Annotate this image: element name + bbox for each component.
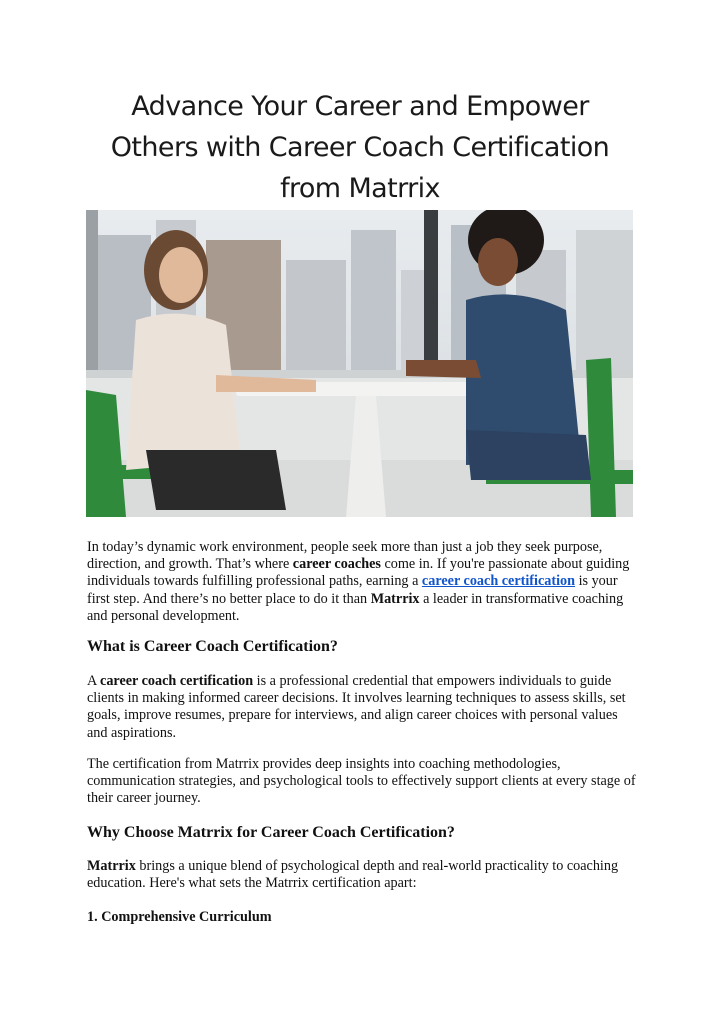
section-heading-what-is: What is Career Coach Certification? (87, 638, 338, 655)
intro-text-4: a leader in transformative coaching and personal development. (87, 590, 624, 624)
section1-text-2: is a professional credential that empowers individuals to guide clients in making informed career decisions. It involves learning techniques to assess skills, set goals, improve resumes, prepare for interviews, and align career choices with personal values and aspirations. (87, 673, 626, 741)
career-coach-certification-link[interactable]: career coach certification (421, 573, 576, 590)
intro-text-1: In today’s dynamic work environment, people seek more than just a job they seek purpose, direction, and growth. That’s where (87, 539, 603, 573)
section2-paragraph-1 (87, 858, 637, 892)
intro-bold-career-coaches: career coaches (292, 556, 381, 573)
section1-paragraph-1 (87, 673, 637, 742)
page-title: Advance Your Career and Empower Others with Career Coach Certification from Matrrix (110, 91, 610, 204)
section2-bold-matrrix: Matrrix (87, 858, 136, 874)
coaching-session-photo (86, 210, 633, 517)
section1-text-1: A (87, 673, 101, 689)
list-item-comprehensive-curriculum: 1. Comprehensive Curriculum (87, 909, 272, 925)
intro-bold-matrrix: Matrrix (370, 590, 420, 607)
intro-text-2: come in. If you're passionate about guiding individuals towards fulfilling professional paths, earning a (87, 556, 630, 590)
section2-text-1: brings a unique blend of psychological depth and real-world practicality to coaching education. Here's what sets the Matrrix certification apart: (87, 858, 619, 892)
section1-paragraph-2: The certification from Matrrix provides deep insights into coaching methodologies, communication strategies, and psychological tools to effectively support clients at every stage of their career journey. (87, 756, 636, 807)
section1-bold-term: career coach certification (100, 673, 254, 689)
intro-paragraph (87, 539, 637, 625)
intro-text-3: is your first step. And there’s no better place to do it than (87, 573, 618, 607)
section-heading-why-choose: Why Choose Matrrix for Career Coach Certification? (87, 824, 455, 841)
